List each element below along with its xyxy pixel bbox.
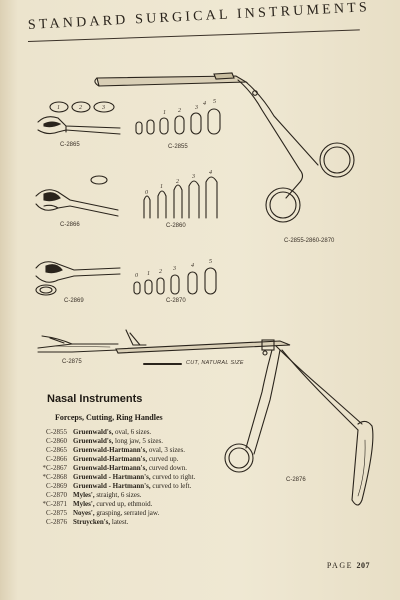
catalog-row (25, 473, 235, 482)
tip-num-c3: 3 (192, 174, 195, 180)
forceps-c2855-illustration (95, 73, 354, 222)
caption-c2865: C-2865 (60, 142, 80, 148)
item-code: C-2869 (46, 482, 67, 490)
catalog-list (25, 428, 235, 527)
catalog-row (25, 518, 235, 527)
page-number-value: 207 (356, 561, 370, 570)
forceps-head-c2865 (38, 117, 120, 134)
tip-num-b2: 2 (178, 108, 181, 114)
caption-c2870: C-2870 (166, 298, 186, 304)
page-label: PAGE (326, 561, 353, 570)
item-code: C-2875 (46, 509, 67, 517)
tip-num-d1: 1 (147, 271, 150, 277)
forceps-head-c2869 (36, 262, 120, 295)
item-name: Noyes', (73, 509, 95, 517)
catalog-row (25, 491, 235, 500)
catalog-row (25, 437, 235, 446)
catalog-row (25, 446, 235, 455)
catalog-row (25, 455, 235, 464)
caption-c2876: C-2876 (286, 477, 306, 483)
item-detail: grasping, serrated jaw. (96, 509, 160, 517)
caption-c2869: C-2869 (64, 298, 84, 304)
catalog-row (25, 509, 235, 518)
item-detail: curved up. (148, 455, 179, 463)
item-code: C-2865 (46, 446, 67, 454)
item-name: Gruenwald-Hartmann's, (73, 464, 148, 472)
tip-oval (91, 176, 107, 184)
item-name: Gruenwald - Hartmann's, (73, 473, 151, 481)
tip-num-a1: 1 (57, 105, 60, 111)
tip-num-d3: 3 (173, 266, 176, 272)
tip-num-b4: 4 (203, 101, 206, 107)
forceps-c2875-illustration (38, 336, 118, 352)
tip-num-b1: 1 (163, 110, 166, 116)
item-detail: curved down. (148, 464, 187, 472)
page-title: STANDARD SURGICAL INSTRUMENTS (27, 0, 371, 33)
item-code: *C-2868 (42, 473, 67, 481)
item-detail: oval, 3 sizes. (148, 446, 186, 454)
tip-shapes-c2860 (144, 177, 217, 218)
item-detail: long jaw, 5 sizes. (115, 437, 163, 445)
tip-num-d0: 0 (135, 273, 138, 279)
item-name: Gruenwald-Hartmann's, (73, 455, 148, 463)
item-code: C-2860 (46, 437, 67, 445)
tip-num-d2: 2 (159, 269, 162, 275)
scale-label: CUT, NATURAL SIZE (186, 360, 244, 366)
tip-num-b5: 5 (213, 99, 216, 105)
item-code: C-2855 (46, 428, 67, 436)
item-code: *C-2871 (42, 500, 67, 508)
item-detail: latest. (111, 518, 129, 526)
item-detail: curved to right. (152, 473, 196, 481)
tip-num-c1: 1 (160, 184, 163, 190)
caption-combined: C-2855-2860-2870 (284, 238, 335, 244)
item-name: Gruenwald-Hartmann's, (73, 446, 148, 454)
catalog-row (25, 428, 235, 437)
item-name: Struycken's, (73, 518, 111, 526)
caption-c2855: C-2855 (168, 144, 188, 150)
tip-num-b3: 3 (195, 105, 198, 111)
catalog-row (25, 482, 235, 491)
item-code: C-2866 (46, 455, 67, 463)
item-detail: straight, 6 sizes. (96, 491, 142, 499)
item-detail: curved to left. (152, 482, 192, 490)
catalog-row (25, 464, 235, 473)
tip-num-c4: 4 (209, 170, 212, 176)
item-code: C-2876 (46, 518, 67, 526)
item-name: Gruenwald's, (73, 437, 114, 445)
item-code: *C-2867 (42, 464, 67, 472)
caption-c2860: C-2860 (166, 223, 186, 229)
item-name: Gruenwald's, (73, 428, 114, 436)
tip-num-d5: 5 (209, 259, 212, 265)
caption-c2875: C-2875 (62, 359, 82, 365)
caption-c2866: C-2866 (60, 222, 80, 228)
item-detail: curved up, ethmoid. (96, 500, 153, 508)
tip-num-c2: 2 (176, 179, 179, 185)
item-name: Myles', (73, 491, 95, 499)
tip-num-d4: 4 (191, 263, 194, 269)
tip-num-a3: 3 (102, 105, 105, 111)
item-name: Gruenwald - Hartmann's, (73, 482, 151, 490)
section-subheading: Forceps, Cutting, Ring Handles (55, 413, 163, 422)
catalog-row (25, 500, 235, 509)
item-detail: oval, 6 sizes. (115, 428, 152, 436)
section-title: Nasal Instruments (47, 393, 143, 405)
forceps-head-c2866 (36, 190, 118, 216)
tip-num-c0: 0 (145, 190, 148, 196)
item-code: C-2870 (46, 491, 67, 499)
item-name: Myles', (73, 500, 95, 508)
tip-num-a2: 2 (79, 105, 82, 111)
page-number (327, 561, 370, 570)
